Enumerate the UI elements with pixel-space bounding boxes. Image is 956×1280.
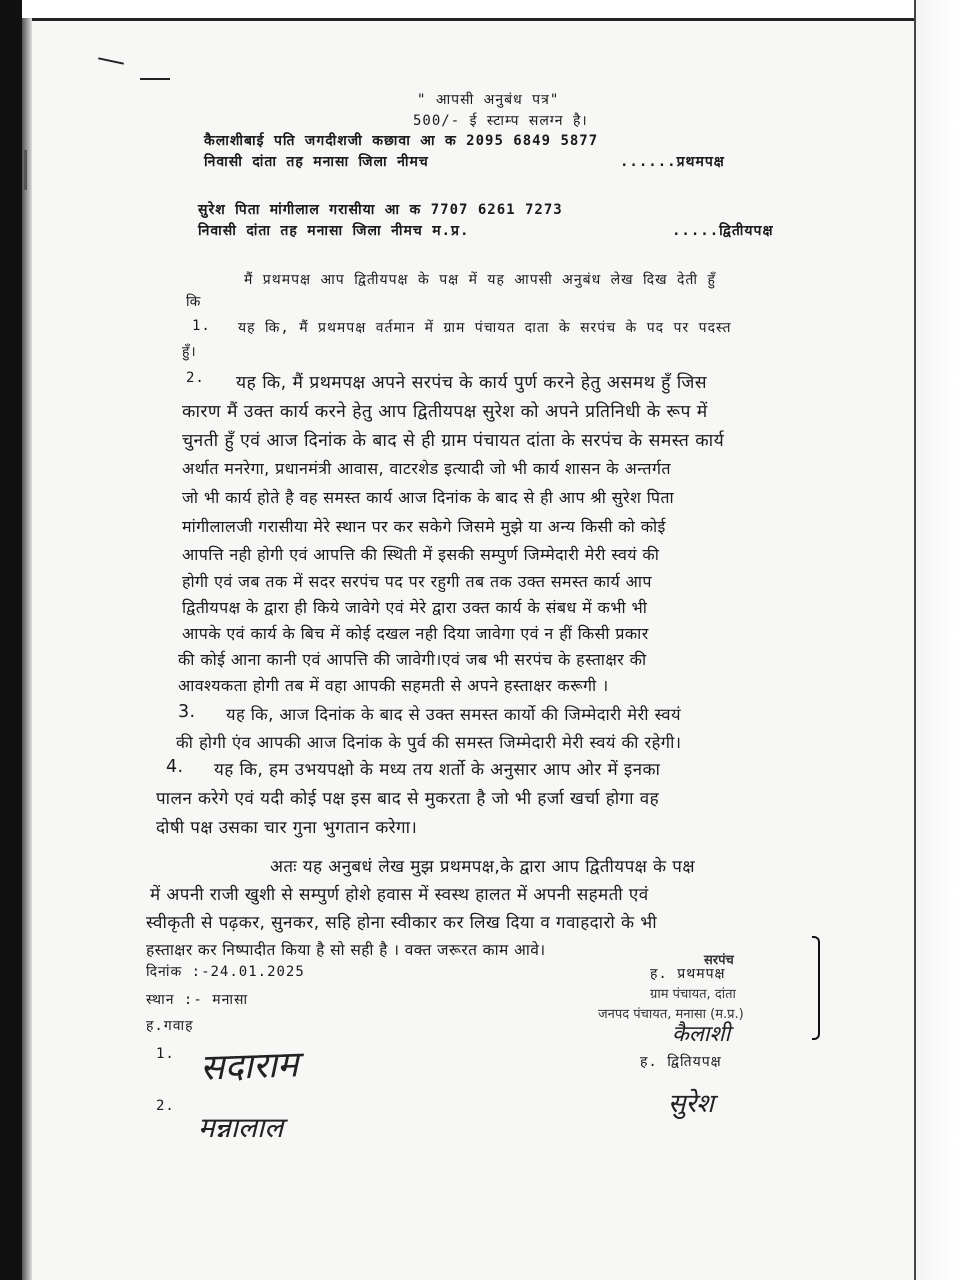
closing-line: हस्ताक्षर कर निष्पादीत किया है सो सही है । वक्त जरूरत काम आवे। [146, 941, 546, 959]
second-party-name: सुरेश पिता मांगीलाल गरासीया आ क 7707 6261 7273 [198, 202, 563, 218]
stamp-bracket [812, 936, 820, 1040]
intro-line-1: मैं प्रथमपक्ष आप द्वितीयपक्ष के पक्ष में यह आपसी अनुबंध लेख दिख देती हुँ [244, 272, 716, 288]
scan-mark [24, 150, 27, 190]
clause-2-line: चुनती हुँ एवं आज दिनांक के बाद से ही ग्राम पंचायत दांता के सरपंच के समस्त कार्य [182, 431, 725, 451]
closing-line: अतः यह अनुबधं लेख मुझ प्रथमपक्ष,के द्वारा आप द्वितीयपक्ष के पक्ष [270, 857, 695, 877]
clause-4-line-1: यह कि, हम उभयपक्षो के मध्य तय शर्तो के अनुसार आप ओर में इनका [214, 760, 661, 780]
witness-2-number: 2. [156, 1098, 175, 1114]
second-party-signature-label: ह. द्वितियपक्ष [640, 1054, 722, 1070]
scan-shadow [22, 18, 32, 1280]
second-party-address: निवासी दांता तह मनासा जिला नीमच म.प्र. [198, 223, 470, 239]
scan-edge-left [0, 0, 22, 1280]
clause-1-line-1: यह कि, मैं प्रथमपक्ष वर्तमान में ग्राम पंचायत दाता के सरपंच के पद पर पदस्त [238, 320, 732, 336]
stamp-line: 500/- ई स्टाम्प सलग्न है। [413, 113, 588, 129]
clause-4-line-3: दोषी पक्ष उसका चार गुना भुगतान करेगा। [156, 818, 418, 838]
closing-line: में अपनी राजी खुशी से सम्पुर्ण होशे हवास में स्वस्थ हालत में अपनी सहमती एवं [150, 885, 649, 905]
clause-4-number: 4. [166, 757, 184, 777]
clause-3-number: 3. [178, 702, 196, 722]
clause-2-line: आवश्यकता होगी तब में वहा आपकी सहमती से अपने हस्ताक्षर करूगी । [178, 676, 609, 695]
first-party-name: कैलाशीबाई पति जगदीशजी कछावा आ क 2095 6849 5877 [204, 133, 599, 149]
official-stamp-panchayat: ग्राम पंचायत, दांता [650, 987, 736, 1002]
clause-2-line: की कोई आना कानी एवं आपत्ति की जावेगी।एवं जब भी सरपंच के हस्ताक्षर की [178, 650, 647, 669]
witness-1-number: 1. [156, 1046, 175, 1062]
clause-2-line: द्वितीयपक्ष के द्वारा ही किये जावेगे एवं मेरे द्वारा उक्त कार्य के संबध में कभी भी [182, 598, 648, 617]
first-party-signature-label: ह. प्रथमपक्ष [650, 966, 726, 982]
scan-edge-right [914, 0, 956, 1280]
document-title: " आपसी अनुबंध पत्र" [417, 92, 560, 108]
place-line: स्थान :- मनासा [146, 992, 249, 1008]
witness-1-signature: सदाराम [199, 1044, 300, 1089]
date-line: दिनांक :-24.01.2025 [146, 964, 305, 980]
first-party-role: ......प्रथमपक्ष [620, 154, 725, 170]
official-stamp-designation: सरपंच [704, 953, 734, 968]
official-stamp-janpad: जनपद पंचायत, मनासा (म.प्र.) [598, 1007, 744, 1022]
clause-4-line-2: पालन करेगे एवं यदी कोई पक्ष इस बाद से मुकरता है जो भी हर्जा खर्चा होगा वह [156, 789, 660, 809]
closing-line: स्वीकृती से पढ़कर, सुनकर, सहि होना स्वीकार कर लिख दिया व गवाहदारो के भी [146, 913, 658, 933]
clause-2-line: आपके एवं कार्य के बिच में कोई दखल नही दिया जावेगा एवं न हीं किसी प्रकार [182, 624, 649, 643]
clause-2-line: यह कि, मैं प्रथमपक्ष अपने सरपंच के कार्य पुर्ण करने हेतु असमथ हुँ जिस [236, 373, 707, 393]
clause-2-line: अर्थात मनरेगा, प्रधानमंत्री आवास, वाटरशेड इत्यादी जो भी कार्य शासन के अन्तर्गत [182, 459, 671, 478]
witness-2-signature: मन्नालाल [198, 1111, 284, 1144]
clause-2-line: मांगीलालजी गरासीया मेरे स्थान पर कर सकेगे जिसमे मुझे या अन्य किसी को कोई [182, 517, 666, 536]
second-party-signature: सुरेश [668, 1089, 714, 1119]
clause-2-line: जो भी कार्य होते है वह समस्त कार्य आज दिनांक के बाद से ही आप श्री सुरेश पिता [182, 488, 675, 507]
first-party-signature: कैलाशी [672, 1022, 731, 1047]
clause-2-line: आपत्ति नही होगी एवं आपत्ति की स्थिती में इसकी सम्पुर्ण जिम्मेदारी मेरी स्वयं की [182, 545, 660, 564]
scan-edge-top [0, 0, 956, 21]
first-party-address: निवासी दांता तह मनासा जिला नीमच [204, 154, 429, 170]
intro-line-2: कि [186, 294, 202, 310]
scan-mark [98, 57, 124, 64]
clause-3-line-1: यह कि, आज दिनांक के बाद से उक्त समस्त कार्यो की जिम्मेदारी मेरी स्वयं [226, 705, 681, 724]
clause-3-line-2: की होगी एंव आपकी आज दिनांक के पुर्व की समस्त जिम्मेदारी मेरी स्वयं की रहेगी। [176, 733, 682, 752]
clause-2-line: कारण मैं उक्त कार्य करने हेतु आप द्वितीयपक्ष सुरेश को अपने प्रतिनिधी के रूप में [182, 402, 708, 422]
witness-label: ह.गवाह [146, 1018, 194, 1034]
clause-2-line: होगी एवं जब तक में सदर सरपंच पद पर रहुगी तब तक उक्त समस्त कार्य आप [182, 572, 652, 591]
clause-2-number: 2. [186, 370, 205, 386]
second-party-role: .....द्वितीयपक्ष [672, 223, 774, 239]
clause-1-line-2: हुँ। [182, 344, 197, 360]
clause-1-number: 1. [192, 318, 211, 334]
scan-mark [140, 78, 170, 80]
